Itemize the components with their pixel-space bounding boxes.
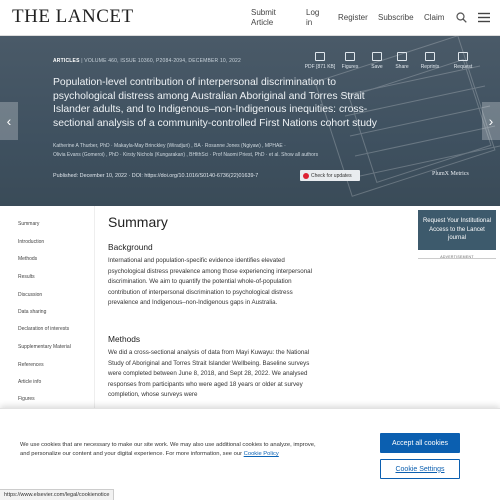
menu-icon[interactable]	[478, 12, 490, 23]
search-icon[interactable]	[456, 12, 467, 23]
article-outline-sidebar	[0, 206, 95, 408]
status-bar-url: https://www.elsevier.com/legal/cookienotice	[0, 489, 114, 500]
sidebar-item-declaration[interactable]: Declaration of interests	[18, 326, 70, 332]
author-line-1[interactable]: Katherine A Thurber, PhD · Makayla-May Brinckley (Wiradjuri) , BA · Rosanne Jones (Ngiyaw) , MPHAE ·	[53, 143, 286, 149]
sidebar-item-methods[interactable]: Methods	[18, 256, 38, 262]
reprints-icon	[425, 52, 435, 61]
site-header	[0, 0, 500, 36]
sidebar-item-summary[interactable]: Summary	[18, 221, 40, 227]
figures-button[interactable]: Figures	[330, 52, 370, 70]
reprints-button[interactable]: Reprints	[410, 52, 450, 70]
background-heading: Background	[108, 242, 153, 252]
chevron-right-icon: ›	[488, 113, 494, 129]
plumx-metrics-link[interactable]: PlumX Metrics	[432, 171, 469, 177]
sidebar-item-data-sharing[interactable]: Data sharing	[18, 309, 47, 315]
sidebar-item-discussion[interactable]: Discussion	[18, 292, 43, 298]
save-button[interactable]: Save	[357, 52, 397, 70]
carousel-prev-button[interactable]	[0, 102, 18, 140]
figures-icon	[345, 52, 355, 61]
cookie-policy-link[interactable]: Cookie Policy	[243, 451, 279, 458]
article-volume-meta: | VOLUME 460, ISSUE 10360, P2084-2094, DECEMBER 10, 2022	[81, 58, 242, 64]
crossmark-icon	[303, 173, 309, 179]
accept-all-cookies-button[interactable]: Accept all cookies	[380, 433, 460, 453]
pdf-button[interactable]: PDF [871 KB]	[300, 52, 340, 70]
chevron-left-icon: ‹	[6, 113, 12, 129]
request-button[interactable]: Request	[443, 52, 483, 70]
article-type: ARTICLES	[53, 58, 80, 64]
sidebar-item-figures[interactable]: Figures	[18, 396, 35, 402]
author-line-2[interactable]: Olivia Evans (Gomeroi) , PhD · Kirsty Nichols (Kungarakan) , BHlthSci · Prof Naomi Priest, PhD · et al. Show all authors	[53, 152, 319, 158]
cookie-settings-button[interactable]: Cookie Settings	[380, 459, 460, 479]
methods-paragraph: We did a cross-sectional analysis of data from Mayi Kuwayu: the National Study of Aboriginal and Torres Strait Islander Wellbeing. Baseline surveys were completed between June 8, 2018, and Sept 28, 2022. We analysed responses from participants who were aged 18 years or older at survey completion, whose surveys were	[108, 349, 310, 399]
cookie-banner	[0, 408, 500, 500]
header-nav	[0, 0, 500, 36]
check-for-updates-label: Check for updates	[311, 172, 352, 179]
article-toolbar	[0, 52, 500, 74]
article-hero	[0, 36, 500, 206]
summary-heading: Summary	[108, 214, 168, 230]
sidebar-item-results[interactable]: Results	[18, 274, 35, 280]
subscribe-link[interactable]: Subscribe	[378, 13, 414, 22]
author-list	[53, 142, 393, 160]
cookie-message-text: We use cookies that are necessary to make our site work. We may also use additional cookies to analyze, improve, and personalize our content and your digital experience. For more information, see our	[20, 442, 316, 458]
submit-article-label: Submit Article	[251, 8, 276, 27]
pdf-icon	[315, 52, 325, 61]
sidebar-item-references[interactable]: References	[18, 362, 44, 368]
save-icon	[372, 52, 382, 61]
advertisement-label: ADVERTISEMENT	[440, 255, 474, 259]
article-title: Population-level contribution of interpersonal discrimination to psychological distress among Australian Aboriginal and Torres Strait Islander adults, and to Indigenous–non-Indigenous inequities: cross-sectional analysis of a community-controlled First Nations cohort study	[53, 77, 377, 129]
claim-link[interactable]: Claim	[424, 13, 445, 22]
lancet-logo[interactable]: THE LANCET	[12, 6, 134, 27]
register-link[interactable]: Register	[338, 13, 368, 22]
request-icon	[458, 52, 468, 61]
sidebar-item-supplementary[interactable]: Supplementary Material	[18, 344, 71, 350]
publication-info[interactable]: Published: December 10, 2022 · DOI: https://doi.org/10.1016/S0140-6736(22)01639-7	[53, 173, 259, 179]
sidebar-item-introduction[interactable]: Introduction	[18, 239, 45, 245]
submit-article-link[interactable]	[251, 8, 276, 28]
login-label: Log in	[306, 8, 320, 27]
share-button[interactable]: Share	[382, 52, 422, 70]
sidebar-item-article-info[interactable]: Article info	[18, 379, 42, 385]
cookie-message	[20, 441, 320, 459]
carousel-next-button[interactable]	[482, 102, 500, 140]
check-for-updates-button[interactable]	[300, 170, 360, 181]
login-link[interactable]	[306, 8, 319, 28]
methods-heading: Methods	[108, 334, 141, 344]
share-icon	[397, 52, 407, 61]
request-institutional-access-button[interactable]: Request Your Institutional Access to the Lancet journal	[418, 210, 496, 250]
background-paragraph: International and population-specific evidence identifies elevated psychological distress prevalence among those experiencing interpersonal discrimination. We aim to quantify the potential whole-of-population contribution of interpersonal discrimination to psychological distress prevalence and Indigenous–non-Indigenous gaps in Australia.	[108, 257, 312, 307]
